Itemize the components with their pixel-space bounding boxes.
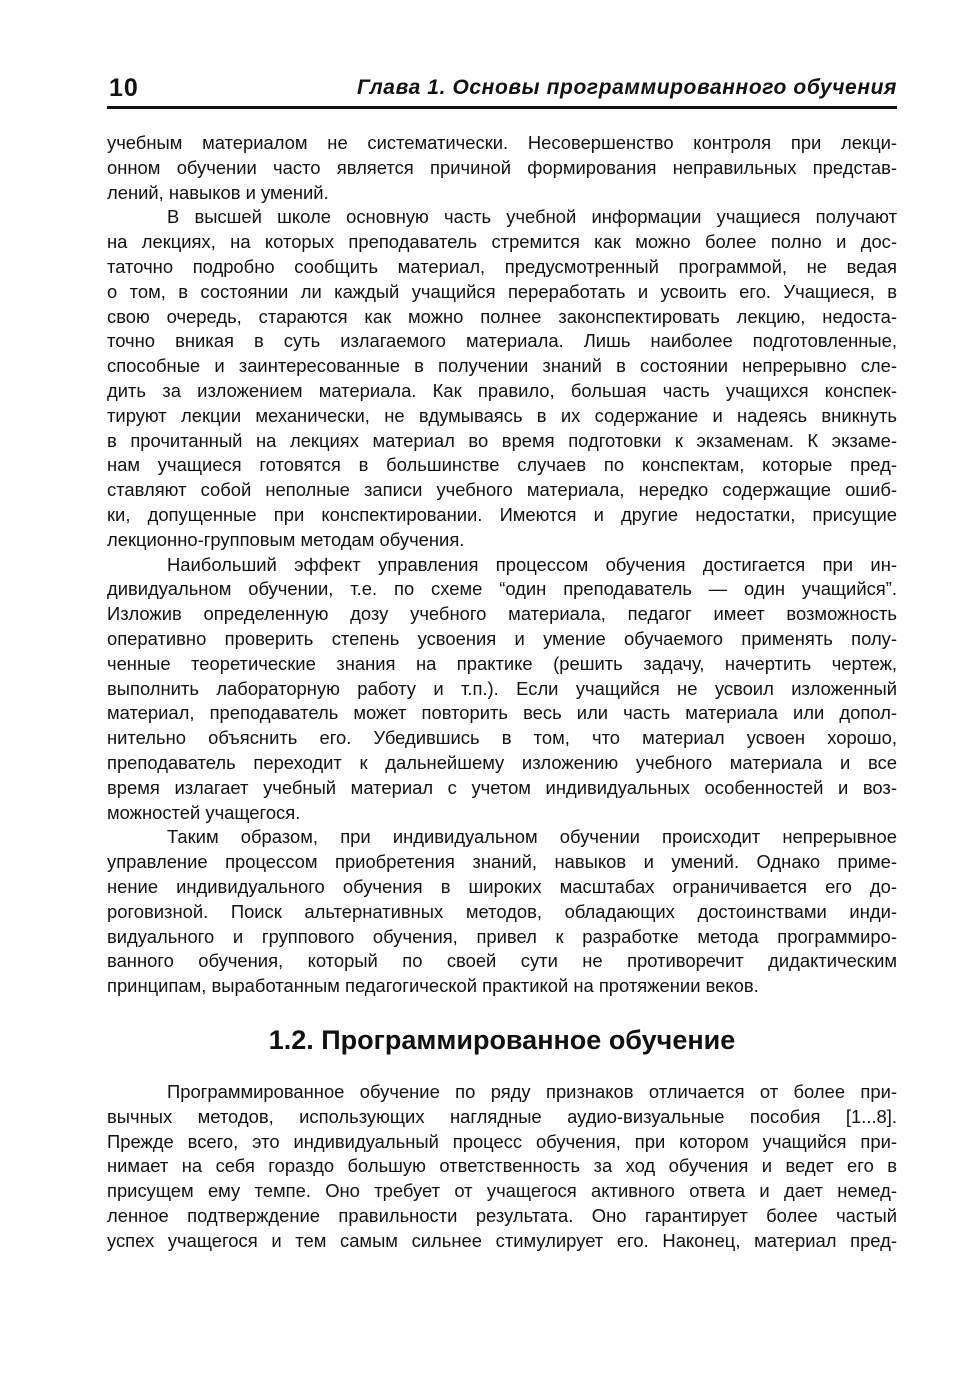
text-line: нимает на себя гораздо большую ответственность за ход обучения и ведет его в bbox=[107, 1155, 897, 1177]
text-line: время излагает учебный материал с учетом индивидуальных особенностей и воз- bbox=[107, 776, 897, 798]
text-line: можностей учащегося. bbox=[107, 801, 301, 823]
text-line: ванного обучения, который по своей сути не противоречит дидактическим bbox=[107, 950, 897, 972]
text-line: вычных методов, использующих наглядные аудио-визуальные пособия [1...8]. bbox=[107, 1105, 897, 1127]
text-line: ки, допущенные при конспектировании. Имеются и другие недостатки, присущие bbox=[107, 503, 897, 525]
text-line: Наибольший эффект управления процессом обучения достигается при ин- bbox=[167, 553, 897, 575]
text-line: ставляют собой неполные записи учебного материала, нередко содержащие ошиб- bbox=[107, 479, 897, 501]
body-text bbox=[107, 131, 897, 999]
text-line: принципам, выработанным педагогической практикой на протяжении веков. bbox=[107, 975, 759, 997]
section-body-text bbox=[107, 1080, 897, 1254]
text-line: способные и заинтересованные в получении знаний в состоянии непрерывно сле- bbox=[107, 355, 897, 377]
text-line: нение индивидуального обучения в широких масштабах ограничивается его до- bbox=[107, 875, 897, 897]
text-line: управление процессом приобретения знаний, навыков и умений. Однако приме- bbox=[107, 851, 897, 873]
text-line: дивидуальном обучении, т.е. по схеме “один преподаватель — один учащийся”. bbox=[107, 578, 897, 600]
paragraph bbox=[107, 1080, 897, 1254]
text-line: таточно подробно сообщить материал, предусмотренный программой, не ведая bbox=[107, 255, 897, 277]
text-line: о том, в состоянии ли каждый учащийся переработать и усвоить его. Учащиеся, в bbox=[107, 280, 897, 302]
text-line: на лекциях, на которых преподаватель стремится как можно более полно и дос- bbox=[107, 231, 897, 253]
text-line: в прочитанный на лекциях материал во время подготовки к экзаменам. К экзаме- bbox=[107, 429, 897, 451]
text-line: выполнить лабораторную работу и т.п.). Если учащийся не усвоил изложенный bbox=[107, 677, 897, 699]
paragraph bbox=[107, 825, 897, 999]
text-line: Программированное обучение по ряду признаков отличается от более при- bbox=[167, 1081, 897, 1102]
text-line: нительно объяснить его. Убедившись в том, что материал усвоен хорошо, bbox=[107, 727, 897, 749]
text-line: Прежде всего, это индивидуальный процесс обучения, при котором учащийся при- bbox=[107, 1130, 897, 1152]
paragraph bbox=[107, 553, 897, 826]
section-heading: 1.2. Программированное обучение bbox=[268, 1025, 736, 1055]
text-line: материал, преподаватель может повторить весь или часть материала или допол- bbox=[107, 702, 897, 724]
text-line: успех учащегося и тем самым сильнее стимулирует его. Наконец, материал пред- bbox=[107, 1229, 897, 1251]
text-line: видуального и группового обучения, привел к разработке метода программиро- bbox=[107, 925, 897, 947]
paragraph bbox=[107, 131, 897, 205]
text-line: лекционно-групповым методам обучения. bbox=[107, 528, 465, 550]
page-number: 10 bbox=[109, 74, 139, 102]
text-line: лений, навыков и умений. bbox=[107, 181, 329, 203]
text-line: ленное подтверждение правильности результата. Оно гарантирует более частый bbox=[107, 1204, 897, 1226]
text-line: тируют лекции механически, не вдумываясь в их содержание и надеясь вникнуть bbox=[107, 404, 897, 426]
text-line: роговизной. Поиск альтернативных методов, обладающих достоинствами инди- bbox=[107, 900, 897, 922]
text-line: точно вникая в суть излагаемого материала. Лишь наиболее подготовленные, bbox=[107, 330, 897, 352]
text-line: свою очередь, стараются как можно полнее законспектировать лекцию, недоста- bbox=[107, 305, 897, 327]
text-line: нам учащиеся готовятся в большинстве случаев по конспектам, которые пред- bbox=[107, 454, 897, 476]
text-line: В высшей школе основную часть учебной информации учащиеся получают bbox=[167, 206, 897, 228]
running-header bbox=[107, 68, 897, 109]
text-line: присущем ему темпе. Оно требует от учащегося активного ответа и дает немед- bbox=[107, 1180, 897, 1202]
text-line: учебным материалом не систематически. Несовершенство контроля при лекци- bbox=[107, 132, 897, 153]
text-line: преподаватель переходит к дальнейшему изложению учебного материала и все bbox=[107, 751, 897, 773]
paragraph bbox=[107, 205, 897, 552]
chapter-title: Глава 1. Основы программированного обучения bbox=[356, 76, 897, 99]
text-line: оперативно проверить степень усвоения и умение обучаемого применять полу- bbox=[107, 627, 897, 649]
text-line: дить за изложением материала. Как правило, большая часть учащихся конспек- bbox=[107, 379, 897, 401]
text-line: Изложив определенную дозу учебного материала, педагог имеет возможность bbox=[107, 603, 897, 625]
text-line: онном обучении часто является причиной формирования неправильных представ- bbox=[107, 156, 897, 178]
text-line: Таким образом, при индивидуальном обучении происходит непрерывное bbox=[167, 826, 897, 848]
text-line: ченные теоретические знания на практике (решить задачу, начертить чертеж, bbox=[107, 652, 897, 674]
